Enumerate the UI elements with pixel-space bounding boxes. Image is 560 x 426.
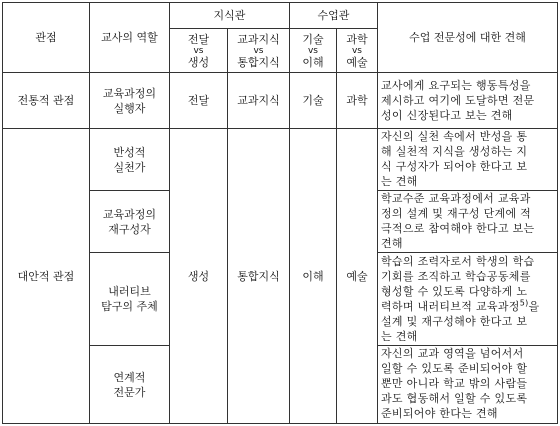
- teacher-expertise-table: [2, 2, 558, 424]
- alternative-role-narrative: 내러티브 탐구의 주체: [90, 253, 170, 346]
- header-row-1: [3, 3, 558, 29]
- traditional-perspective: 전통적 관점: [3, 73, 90, 129]
- traditional-role: 교육과정의 실행자: [90, 73, 170, 129]
- header-sub-subject-integrated: 교과지식 vs 통합지식: [228, 29, 290, 73]
- header-teacher-role: 교사의 역할: [90, 3, 170, 73]
- table-row-alternative-1: [3, 129, 558, 191]
- alternative-knowledge-1: 생성: [170, 129, 228, 424]
- table-row-traditional: [3, 73, 558, 129]
- traditional-teaching-1: 기술: [290, 73, 337, 129]
- alternative-view-narrative: [378, 253, 558, 346]
- alternative-view-reflective: 자신의 실천 속에서 반성을 통 해 실천적 지식을 생성하는 지 식 구성자가 되어야 한다고 보 는 견해: [378, 129, 558, 191]
- alternative-role-linkage: 연계적 전문가: [90, 346, 170, 424]
- traditional-knowledge-1: 전달: [170, 73, 228, 129]
- alternative-view-linkage: 자신의 교과 영역을 넘어서서 일할 수 있도록 준비되어야 할 뿐만 아니라 학교 밖의 사람들 과도 협동해서 일할 수 있도록 준비되어야 한다는 견해: [378, 346, 558, 424]
- header-knowledge-view: 지식관: [170, 3, 290, 29]
- narrative-view-part-a: 학습의 조력자로서 학생의 학습 기회를 조직하고 학습공동체를 형성할 수 있도록 다양하게 노 력하며 내러티브적 교육과정: [381, 255, 535, 313]
- header-teaching-view: 수업관: [290, 3, 378, 29]
- header-sub-science-art: 과학 vs 예술: [337, 29, 378, 73]
- alternative-perspective: 대안적 관점: [3, 129, 90, 424]
- header-sub-transmission-generation: 전달 vs 생성: [170, 29, 228, 73]
- header-teaching-expertise: 수업 전문성에 대한 견해: [378, 3, 558, 73]
- alternative-view-curriculum: 학교수준 교육과정에서 교육과 정의 설계 및 재구성 단계에 적 극적으로 참여해야 한다고 보는 견해: [378, 191, 558, 253]
- traditional-teaching-2: 과학: [337, 73, 378, 129]
- alternative-role-curriculum: 교육과정의 재구성자: [90, 191, 170, 253]
- alternative-teaching-1: 이해: [290, 129, 337, 424]
- header-sub-skill-understanding: 기술 vs 이해: [290, 29, 337, 73]
- alternative-role-reflective: 반성적 실천가: [90, 129, 170, 191]
- traditional-knowledge-2: 교과지식: [228, 73, 290, 129]
- footnote-marker: 5): [519, 298, 529, 308]
- alternative-teaching-2: 예술: [337, 129, 378, 424]
- alternative-knowledge-2: 통합지식: [228, 129, 290, 424]
- header-perspective: 관점: [3, 3, 90, 73]
- narrative-view-part-b: 을 설계 및 재구성해야 한다고 보 는 견해: [381, 300, 540, 343]
- traditional-view: 교사에게 요구되는 행동특성을 제시하고 여기에 도달하면 전문 성이 신장된다고 보는 견해: [378, 73, 558, 129]
